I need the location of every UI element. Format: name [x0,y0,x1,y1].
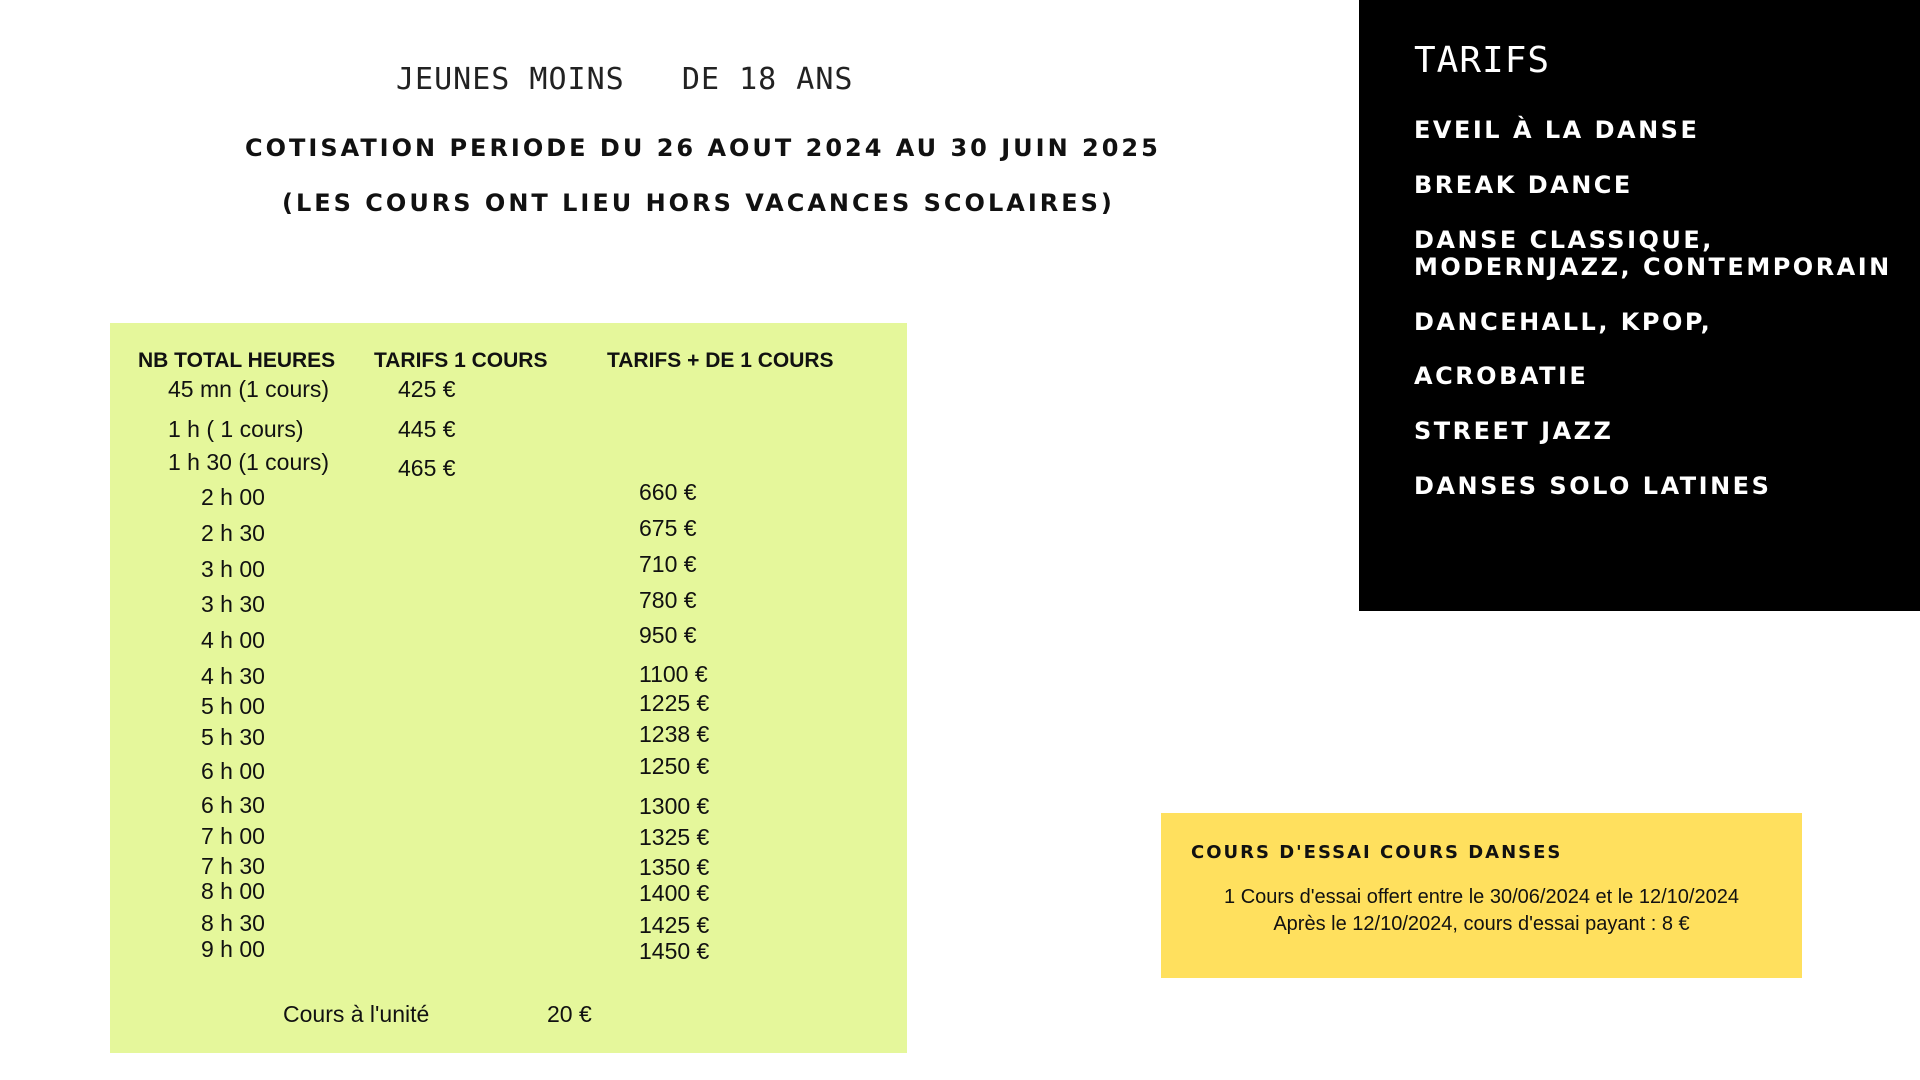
header-price-one-course: TARIFS 1 COURS [374,349,548,372]
row-hours: 4 h 00 [201,627,265,653]
row-hours: 5 h 00 [201,693,265,719]
row-price-multi: 1425 € [639,912,710,938]
row-hours: 1 h 30 (1 cours) [168,449,330,475]
trial-offer-text: 1 Cours d'essai offert entre le 30/06/2024 et le 12/10/2024 [1224,886,1739,908]
row-price-multi: 1350 € [639,854,710,880]
row-price-single: 465 € [398,455,456,481]
sidebar-item-eveil: EVEIL À LA DANSE [1414,116,1700,144]
header-total-hours: NB TOTAL HEURES [138,349,336,372]
sidebar-item-street-jazz: STREET JAZZ [1414,417,1614,445]
sidebar-item-danses-solo-latines: DANSES SOLO LATINES [1414,472,1772,500]
row-price-multi: 1238 € [639,721,710,747]
sidebar-item-danse-classique: DANSE CLASSIQUE, [1414,226,1714,254]
row-hours: 2 h 00 [201,484,265,510]
row-hours: 8 h 30 [201,910,265,936]
sidebar-item-modernjazz: MODERNJAZZ, CONTEMPORAIN [1414,253,1892,281]
row-hours: 8 h 00 [201,878,265,904]
row-price-multi: 1100 € [639,661,708,687]
sidebar-item-break-dance: BREAK DANCE [1414,171,1633,199]
row-hours: 3 h 30 [201,591,265,617]
row-hours: 2 h 30 [201,520,265,546]
row-hours: 9 h 00 [201,936,265,962]
row-price-single: 425 € [398,376,456,402]
row-hours: 3 h 00 [201,556,265,582]
row-hours: 4 h 30 [201,663,265,689]
row-price-multi: 1300 € [639,793,710,819]
sidebar-item-acrobatie: ACROBATIE [1414,362,1589,390]
sidebar-item-dancehall: DANCEHALL, KPOP, [1414,308,1713,336]
row-hours: 1 h ( 1 cours) [168,416,304,442]
trial-title: COURS D'ESSAI COURS DANSES [1191,842,1563,863]
row-price-multi: 1250 € [639,753,710,779]
row-price-multi: 1400 € [639,880,710,906]
row-hours: 7 h 00 [201,823,265,849]
row-price-single: 445 € [398,416,456,442]
row-price-multi: 1225 € [639,690,710,716]
row-hours: 5 h 30 [201,724,265,750]
period-heading: COTISATION PERIODE DU 26 AOUT 2024 AU 30 JUIN 2025 [245,134,1161,162]
trial-paid-text: Après le 12/10/2024, cours d'essai payant : 8 € [1273,913,1690,935]
row-hours: 7 h 30 [201,853,265,879]
row-hours: 45 mn (1 cours) [168,376,330,402]
row-price-multi: 660 € [639,479,697,505]
unit-course-price: 20 € [547,1001,592,1027]
tarifs-sidebar [1359,0,1920,611]
row-price-multi: 675 € [639,515,697,541]
header-price-multi-course: TARIFS + DE 1 COURS [607,349,834,372]
row-price-multi: 1325 € [639,824,710,850]
unit-course-label: Cours à l'unité [283,1001,430,1027]
sidebar-title: TARIFS [1414,40,1551,81]
row-price-multi: 950 € [639,622,697,648]
row-hours: 6 h 00 [201,758,265,784]
row-price-multi: 780 € [639,587,697,613]
row-hours: 6 h 30 [201,792,265,818]
page-subtitle: JEUNES MOINS DE 18 ANS [396,62,854,97]
holiday-note: (LES COURS ONT LIEU HORS VACANCES SCOLAIRES) [282,189,1115,217]
row-price-multi: 710 € [639,551,697,577]
row-price-multi: 1450 € [639,938,710,964]
